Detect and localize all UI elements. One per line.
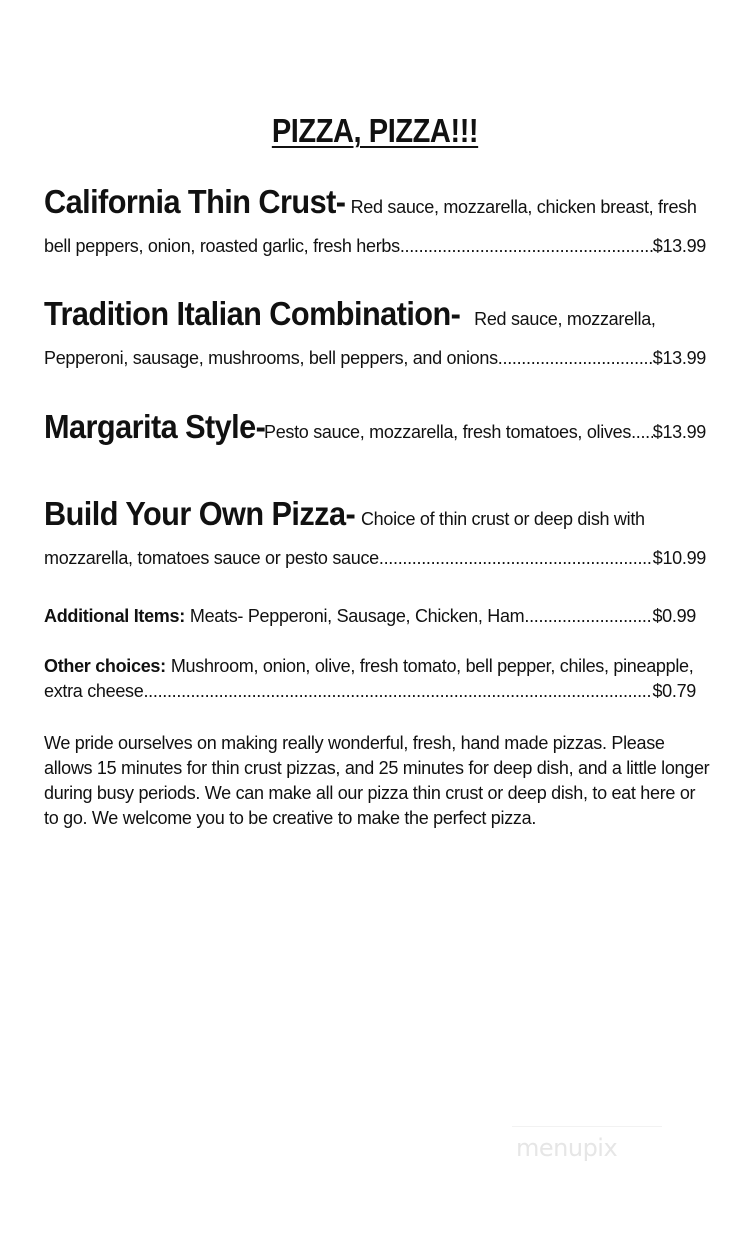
dot-leader (379, 547, 653, 569)
menu-item-build-your-own-pizza (44, 494, 706, 569)
item-price: $13.99 (652, 348, 706, 368)
item-description: Pesto sauce, mozzarella, fresh tomatoes, olives (263, 422, 632, 442)
dot-leader (631, 412, 653, 452)
dot-leader (143, 679, 652, 704)
additional-items-price: $0.99 (652, 606, 696, 626)
item-name: California Thin Crust- (44, 183, 346, 220)
additional-items-label: Additional Items: (44, 606, 185, 626)
item-description: Choice of thin crust or deep dish with (360, 509, 645, 529)
additional-items (44, 604, 696, 629)
other-choices-label: Other choices: (44, 656, 166, 676)
item-description-cont: Pepperoni, sausage, mushrooms, bell peppers, and onions (44, 348, 498, 368)
dot-leader (498, 347, 653, 369)
item-name: Tradition Italian Combination- (44, 295, 461, 332)
item-price: $10.99 (652, 548, 706, 568)
menupix-watermark: menupix (516, 1134, 618, 1162)
item-name: Margarita Style- (44, 408, 266, 445)
additional-items-text: Meats- Pepperoni, Sausage, Chicken, Ham (189, 606, 525, 626)
menu-title: PIZZA, PIZZA!!! (271, 112, 479, 149)
menu-item-california-thin-crust (44, 182, 706, 257)
menu-item-tradition-italian-combination (44, 294, 706, 369)
watermark-divider (512, 1126, 662, 1127)
item-description-cont: bell peppers, onion, roasted garlic, fresh herbs (44, 236, 400, 256)
item-price: $13.99 (652, 236, 706, 256)
menu-item-margarita-style (44, 407, 706, 452)
other-choices-price: $0.79 (652, 681, 696, 701)
item-price: $13.99 (652, 422, 706, 442)
other-choices-text: Mushroom, onion, olive, fresh tomato, bell pepper, chiles, pineapple, (170, 656, 694, 676)
item-name: Build Your Own Pizza- (44, 495, 356, 532)
other-choices (44, 654, 696, 704)
item-description: Red sauce, mozzarella, chicken breast, fresh (350, 197, 697, 217)
dot-leader (400, 235, 653, 257)
other-choices-text-cont: extra cheese (44, 681, 144, 701)
dot-leader (524, 604, 652, 629)
item-description: Red sauce, mozzarella, (474, 309, 656, 329)
pizza-note: We pride ourselves on making really wonderful, fresh, hand made pizzas. Please allows 15 minutes for thin crust pizzas, and 25 minutes for deep dish, and a little longer during busy periods. We can make all our pizza thin crust or deep dish, to eat here or to go. We welcome you to be creative to make the perfect pizza. (44, 733, 710, 828)
item-description-cont: mozzarella, tomatoes sauce or pesto sauce (44, 548, 379, 568)
